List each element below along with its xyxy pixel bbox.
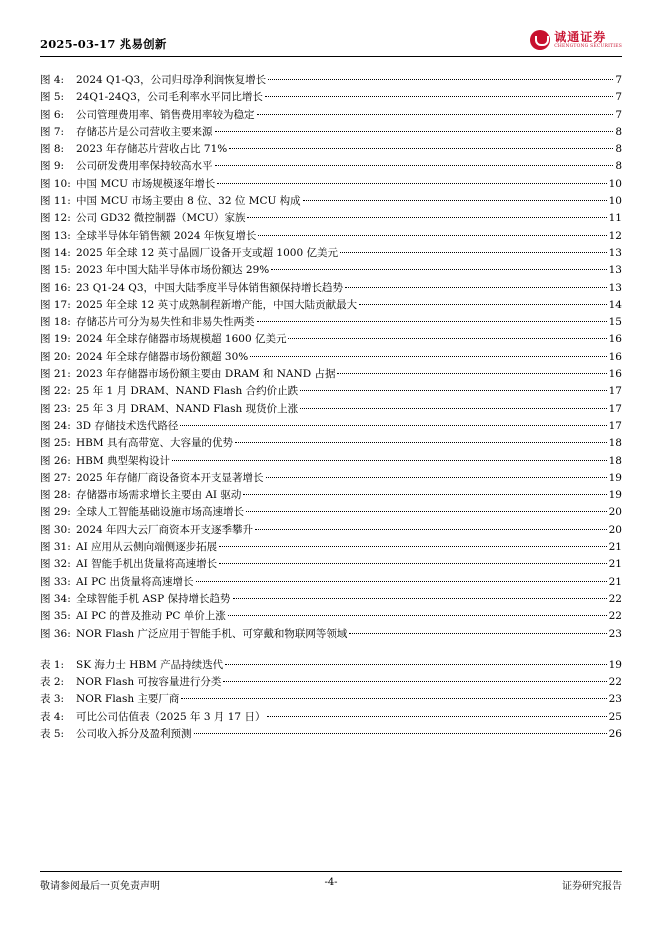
entry-page-number: 17 (608, 402, 622, 415)
entry-title: 2024 年全球存储器市场规模超 1600 亿美元 (76, 333, 287, 346)
toc-figure-entry[interactable] (40, 383, 622, 400)
dot-leader (266, 477, 607, 478)
entry-title: AI 智能手机出货量将高速增长 (76, 558, 218, 571)
entry-label: 图 30: (40, 523, 71, 536)
dot-leader (271, 269, 606, 270)
entry-page-number: 22 (608, 592, 622, 605)
entry-page-number: 17 (608, 419, 622, 432)
entry-label: 表 3: (40, 693, 65, 706)
report-type: 证券研究报告 (562, 881, 622, 892)
entry-page-number: 13 (608, 281, 622, 294)
toc-figure-entry[interactable] (40, 193, 622, 210)
entry-page-number: 22 (608, 610, 622, 623)
entry-page-number: 20 (608, 506, 622, 519)
toc-figure-entry[interactable] (40, 349, 622, 366)
entry-label: 图 27: (40, 471, 71, 484)
entry-page-number: 23 (608, 693, 622, 706)
dot-leader (288, 338, 606, 339)
entry-label: 图 34: (40, 592, 71, 605)
entry-title: 中国 MCU 市场主要由 8 位、32 位 MCU 构成 (76, 195, 301, 208)
toc-figure-entry[interactable] (40, 107, 622, 124)
toc-figure-entry[interactable] (40, 297, 622, 314)
entry-title: 25 年 3 月 DRAM、NAND Flash 现货价上涨 (76, 402, 299, 415)
entry-label: 表 4: (40, 710, 65, 723)
entry-title: 2025 年全球 12 英寸晶圆厂设备开支或超 1000 亿美元 (76, 246, 338, 259)
entry-title: AI 应用从云侧向端侧逐步拓展 (76, 541, 218, 554)
dot-leader (243, 494, 606, 495)
dot-leader (345, 287, 607, 288)
entry-label: 表 2: (40, 676, 65, 689)
toc-figure-entry[interactable] (40, 314, 622, 331)
entry-title: SK 海力士 HBM 产品持续迭代 (76, 658, 224, 671)
dot-leader (229, 148, 613, 149)
entry-label: 图 8: (40, 143, 65, 156)
entry-page-number: 15 (608, 316, 622, 329)
toc-figure-entry[interactable] (40, 556, 622, 573)
entry-label: 图 25: (40, 437, 71, 450)
entry-page-number: 16 (608, 368, 622, 381)
entry-label: 图 18: (40, 316, 71, 329)
entry-page-number: 10 (608, 195, 622, 208)
toc-figure-entry[interactable] (40, 608, 622, 625)
toc-figure-entry[interactable] (40, 210, 622, 227)
entry-page-number: 8 (615, 143, 622, 156)
toc-figure-entry[interactable] (40, 245, 622, 262)
entry-title: HBM 典型架构设计 (76, 454, 170, 467)
entry-title: 2024 年四大云厂商资本开支逐季攀升 (76, 523, 254, 536)
toc-figure-entry[interactable] (40, 158, 622, 175)
toc-figure-entry[interactable] (40, 626, 622, 643)
toc-figure-entry[interactable] (40, 401, 622, 418)
entry-label: 图 24: (40, 419, 71, 432)
entry-page-number: 19 (608, 489, 622, 502)
dot-leader (300, 408, 606, 409)
dot-leader (225, 664, 606, 665)
entry-label: 图 32: (40, 558, 71, 571)
entry-label: 表 5: (40, 727, 65, 740)
entry-title: 全球人工智能基础设施市场高速增长 (76, 506, 244, 519)
entry-title: 公司管理费用率、销售费用率较为稳定 (76, 108, 255, 121)
dot-leader (359, 304, 607, 305)
entry-label: 图 36: (40, 627, 71, 640)
dot-leader (257, 114, 614, 115)
dot-leader (180, 425, 606, 426)
entry-label: 图 33: (40, 575, 71, 588)
entry-label: 图 23: (40, 402, 71, 415)
figure-list (40, 72, 622, 643)
logo-mark-icon (530, 30, 550, 50)
toc-table-entry[interactable] (40, 691, 622, 708)
dot-leader (250, 356, 606, 357)
header-divider (40, 56, 622, 57)
entry-page-number: 8 (615, 160, 622, 173)
entry-label: 图 15: (40, 264, 71, 277)
dot-leader (223, 681, 606, 682)
entry-page-number: 18 (608, 454, 622, 467)
entry-title: 2023 年中国大陆半导体市场份额达 29% (76, 264, 270, 277)
page-number: -4- (324, 877, 338, 888)
entry-label: 图 4: (40, 74, 65, 86)
entry-page-number: 13 (608, 264, 622, 277)
dot-leader (219, 546, 607, 547)
company-logo (530, 30, 622, 50)
dot-leader (267, 716, 606, 717)
toc-table-entry[interactable] (40, 657, 622, 674)
entry-label: 图 9: (40, 160, 65, 173)
entry-label: 图 26: (40, 454, 71, 467)
logo-name-cn: 诚通证券 (554, 29, 607, 44)
entry-title: AI PC 的普及推动 PC 单价上涨 (76, 610, 226, 623)
entry-page-number: 19 (608, 471, 622, 484)
entry-page-number: 21 (608, 558, 622, 571)
toc-figure-entry[interactable] (40, 539, 622, 556)
dot-leader (258, 235, 606, 236)
dot-leader (349, 633, 606, 634)
toc-figure-entry[interactable] (40, 418, 622, 435)
entry-label: 图 20: (40, 350, 71, 363)
dot-leader (172, 460, 607, 461)
entry-label: 图 13: (40, 229, 71, 242)
entry-title: NOR Flash 可按容量进行分类 (76, 676, 222, 689)
dot-leader (215, 131, 614, 132)
toc-figure-entry[interactable] (40, 522, 622, 539)
entry-title: 存储芯片可分为易失性和非易失性两类 (76, 316, 255, 329)
entry-title: 2023 年存储芯片营收占比 71% (76, 143, 228, 156)
entry-label: 图 10: (40, 177, 71, 190)
dot-leader (255, 529, 607, 530)
toc-figure-entry[interactable] (40, 504, 622, 521)
entry-page-number: 21 (608, 541, 622, 554)
toc-figure-entry[interactable] (40, 331, 622, 348)
entry-page-number: 16 (608, 333, 622, 346)
toc-figure-entry[interactable] (40, 141, 622, 158)
entry-title: 全球智能手机 ASP 保持增长趋势 (76, 592, 231, 605)
dot-leader (300, 390, 606, 391)
toc-figure-entry[interactable] (40, 262, 622, 279)
toc-table-entry[interactable] (40, 674, 622, 691)
toc-table-entry[interactable] (40, 709, 622, 726)
entry-label: 图 35: (40, 610, 71, 623)
entry-title: 2025 年全球 12 英寸成熟制程新增产能，中国大陆贡献最大 (76, 298, 358, 311)
entry-title: 24Q1-24Q3，公司毛利率水平同比增长 (76, 91, 263, 104)
entry-label: 图 31: (40, 541, 71, 554)
entry-title: 公司 GD32 微控制器（MCU）家族 (76, 212, 246, 225)
entry-title: 可比公司估值表（2025 年 3 月 17 日） (76, 710, 266, 723)
toc-figure-entry[interactable] (40, 228, 622, 245)
entry-title: 2025 年存储厂商设备资本开支显著增长 (76, 471, 264, 484)
entry-page-number: 10 (608, 177, 622, 190)
entry-title: HBM 具有高带宽、大容量的优势 (76, 437, 233, 450)
entry-title: NOR Flash 主要厂商 (76, 693, 180, 706)
entry-label: 图 16: (40, 281, 71, 294)
dot-leader (215, 165, 614, 166)
toc-figure-entry[interactable] (40, 366, 622, 383)
dot-leader (194, 733, 607, 734)
dot-leader (217, 183, 606, 184)
entry-label: 图 17: (40, 298, 71, 311)
toc-figure-entry[interactable] (40, 176, 622, 193)
entry-label: 图 6: (40, 108, 65, 121)
entry-title: 中国 MCU 市场规模逐年增长 (76, 177, 216, 190)
page-footer (40, 877, 622, 891)
entry-page-number: 11 (608, 212, 622, 225)
toc-figure-entry[interactable] (40, 487, 622, 504)
list-gap (40, 643, 622, 657)
dot-leader (181, 698, 606, 699)
entry-page-number: 25 (608, 710, 622, 723)
entry-page-number: 22 (608, 676, 622, 689)
entry-label: 图 7: (40, 125, 65, 138)
dot-leader (228, 615, 607, 616)
entry-label: 图 12: (40, 212, 71, 225)
logo-name-en: CHENGTONG SECURITIES (554, 43, 622, 49)
entry-page-number: 7 (615, 74, 622, 86)
entry-title: 存储器市场需求增长主要由 AI 驱动 (76, 489, 242, 502)
entry-title: 2024 Q1-Q3，公司归母净利润恢复增长 (76, 74, 267, 86)
table-list (40, 657, 622, 743)
toc-figure-entry[interactable] (40, 453, 622, 470)
toc-figure-entry[interactable] (40, 574, 622, 591)
dot-leader (303, 200, 607, 201)
page-header (40, 28, 622, 56)
entry-page-number: 17 (608, 385, 622, 398)
entry-label: 图 29: (40, 506, 71, 519)
entry-title: AI PC 出货量将高速增长 (76, 575, 194, 588)
dot-leader (196, 581, 607, 582)
dot-leader (268, 79, 613, 80)
footer-divider (40, 871, 622, 872)
toc-figure-entry[interactable] (40, 435, 622, 452)
toc-figure-entry[interactable] (40, 470, 622, 487)
entry-page-number: 21 (608, 575, 622, 588)
entry-label: 图 14: (40, 246, 71, 259)
toc-figure-entry[interactable] (40, 591, 622, 608)
entry-title: 公司研发费用率保持较高水平 (76, 160, 213, 173)
dot-leader (257, 321, 607, 322)
dot-leader (340, 252, 607, 253)
dot-leader (233, 598, 607, 599)
entry-label: 图 22: (40, 385, 71, 398)
entry-page-number: 7 (615, 91, 622, 104)
disclaimer-note: 敬请参阅最后一页免责声明 (40, 881, 160, 892)
dot-leader (265, 96, 613, 97)
entry-page-number: 7 (615, 108, 622, 121)
toc-figure-entry[interactable] (40, 89, 622, 106)
entry-page-number: 16 (608, 350, 622, 363)
entry-page-number: 13 (608, 246, 622, 259)
entry-title: 23 Q1-24 Q3，中国大陆季度半导体销售额保持增长趋势 (76, 281, 344, 294)
dot-leader (219, 563, 607, 564)
entry-page-number: 12 (608, 229, 622, 242)
entry-title: 全球半导体年销售额 2024 年恢复增长 (76, 229, 257, 242)
entry-page-number: 23 (608, 627, 622, 640)
entry-page-number: 20 (608, 523, 622, 536)
entry-label: 表 1: (40, 658, 65, 671)
entry-page-number: 18 (608, 437, 622, 450)
entry-page-number: 26 (608, 727, 622, 740)
entry-title: 3D 存储技术迭代路径 (76, 419, 179, 432)
entry-page-number: 19 (608, 658, 622, 671)
entry-page-number: 14 (608, 298, 622, 311)
toc-figure-entry[interactable] (40, 124, 622, 141)
entry-title: 2024 年全球存储器市场份额超 30% (76, 350, 249, 363)
entry-title: 公司收入拆分及盈利预测 (76, 727, 192, 740)
dot-leader (235, 442, 607, 443)
dot-leader (337, 373, 606, 374)
entry-label: 图 5: (40, 91, 65, 104)
dot-leader (247, 217, 606, 218)
entry-label: 图 28: (40, 489, 71, 502)
entry-page-number: 8 (615, 125, 622, 138)
entry-title: 2023 年存储器市场份额主要由 DRAM 和 NAND 占据 (76, 368, 336, 381)
toc-table-entry[interactable] (40, 726, 622, 743)
entry-title: NOR Flash 广泛应用于智能手机、可穿戴和物联网等领域 (76, 627, 348, 640)
entry-title: 25 年 1 月 DRAM、NAND Flash 合约价止跌 (76, 385, 299, 398)
header-date-company: 2025-03-17 兆易创新 (40, 37, 167, 51)
toc-figure-entry[interactable] (40, 72, 622, 89)
entry-label: 图 19: (40, 333, 71, 346)
dot-leader (246, 511, 607, 512)
table-of-contents (40, 72, 622, 743)
entry-label: 图 21: (40, 368, 71, 381)
entry-title: 存储芯片是公司营收主要来源 (76, 125, 213, 138)
toc-figure-entry[interactable] (40, 280, 622, 297)
entry-label: 图 11: (40, 195, 71, 208)
